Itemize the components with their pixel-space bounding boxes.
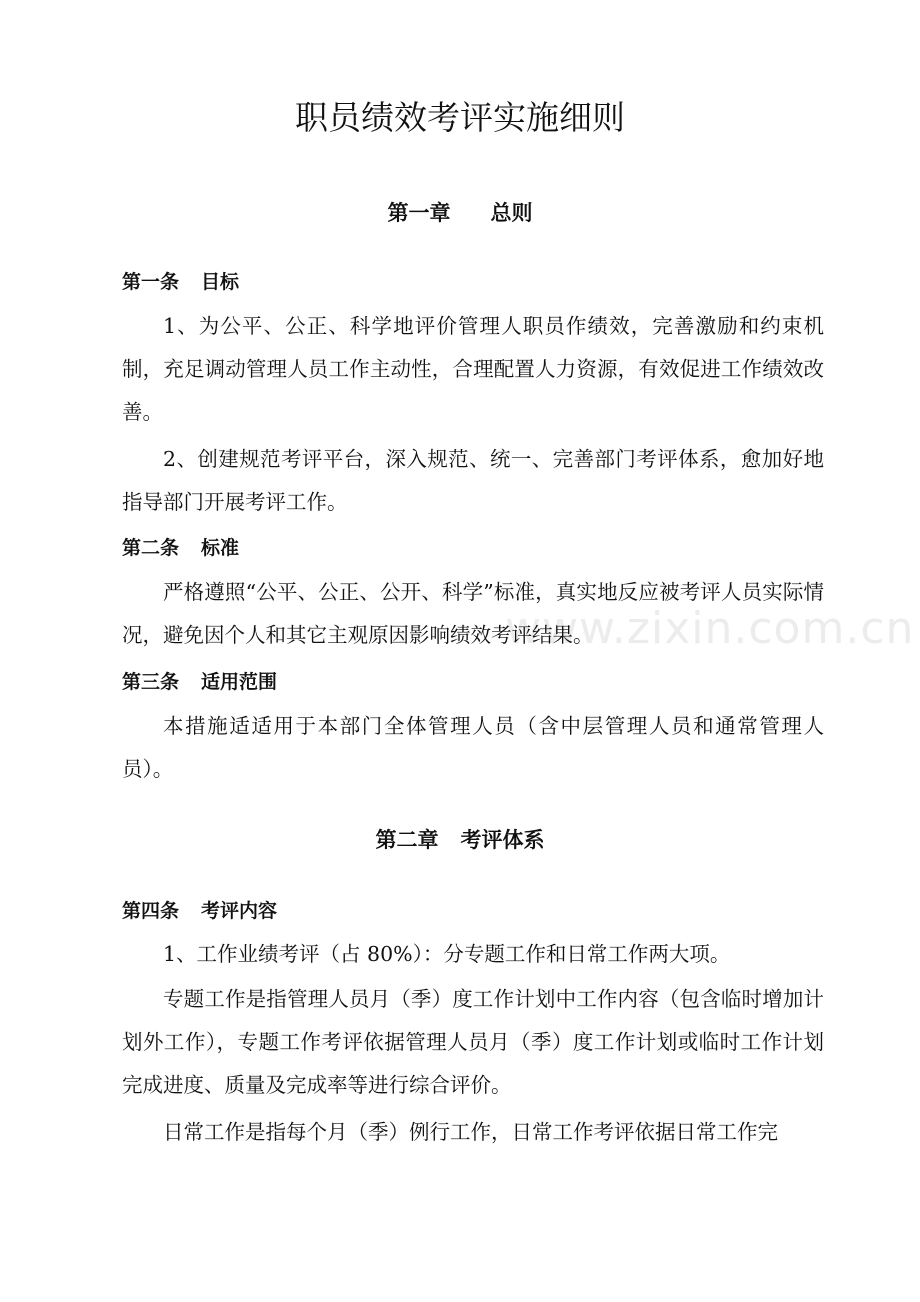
article-3-heading <box>122 669 277 695</box>
article-1-name: 目标 <box>201 271 240 293</box>
chapter-2-number: 第二章 <box>375 828 439 852</box>
watermark: www.zixin.com.cn <box>505 603 915 654</box>
article-4-heading <box>122 898 277 924</box>
article-4-number: 第四条 <box>122 900 180 922</box>
chapter-2-name: 考评体系 <box>460 828 545 852</box>
article-3-number: 第三条 <box>122 671 180 693</box>
article-2-number: 第二条 <box>122 537 180 559</box>
article-1-heading <box>122 269 239 295</box>
article-1-paragraph-1: 1、为公平、公正、科学地评价管理人职员作绩效，完善激励和约束机制，充足调动管理人员工作主动性，合理配置人力资源，有效促进工作绩效改善。 <box>122 314 824 424</box>
document-title: 职员绩效考评实施细则 <box>295 98 625 137</box>
article-1-number: 第一条 <box>122 271 180 293</box>
chapter-1-heading <box>0 199 920 227</box>
article-4-paragraph-3: 日常工作是指每个月（季）例行工作，日常工作考评依据日常工作完 <box>163 1120 778 1144</box>
chapter-1-number: 第一章 <box>387 201 451 225</box>
article-4-paragraph-1: 1、工作业绩考评（占 80%）：分专题工作和日常工作两大项。 <box>163 942 731 966</box>
article-4-paragraph-2: 专题工作是指管理人员月（季）度工作计划中工作内容（包含临时增加计划外工作），专题工作考评依据管理人员月（季）度工作计划或临时工作计划完成进度、质量及完成率等进行综合评价。 <box>122 987 824 1097</box>
article-2-heading <box>122 535 239 561</box>
article-4-name: 考评内容 <box>201 900 278 922</box>
article-1-paragraph-2: 2、创建规范考评平台，深入规范、统一、完善部门考评体系，愈加好地指导部门开展考评工作。 <box>122 447 824 514</box>
chapter-2-heading <box>0 826 920 854</box>
article-3-name: 适用范围 <box>201 671 278 693</box>
article-2-name: 标准 <box>201 537 240 559</box>
article-3-paragraph-1: 本措施适适用于本部门全体管理人员（含中层管理人员和通常管理人员）。 <box>122 714 824 781</box>
article-2-paragraph-1: 严格遵照“公平、公正、公开、科学”标准，真实地反应被考评人员实际情况，避免因个人和其它主观原因影响绩效考评结果。 <box>122 580 824 647</box>
chapter-1-name: 总则 <box>490 201 533 225</box>
